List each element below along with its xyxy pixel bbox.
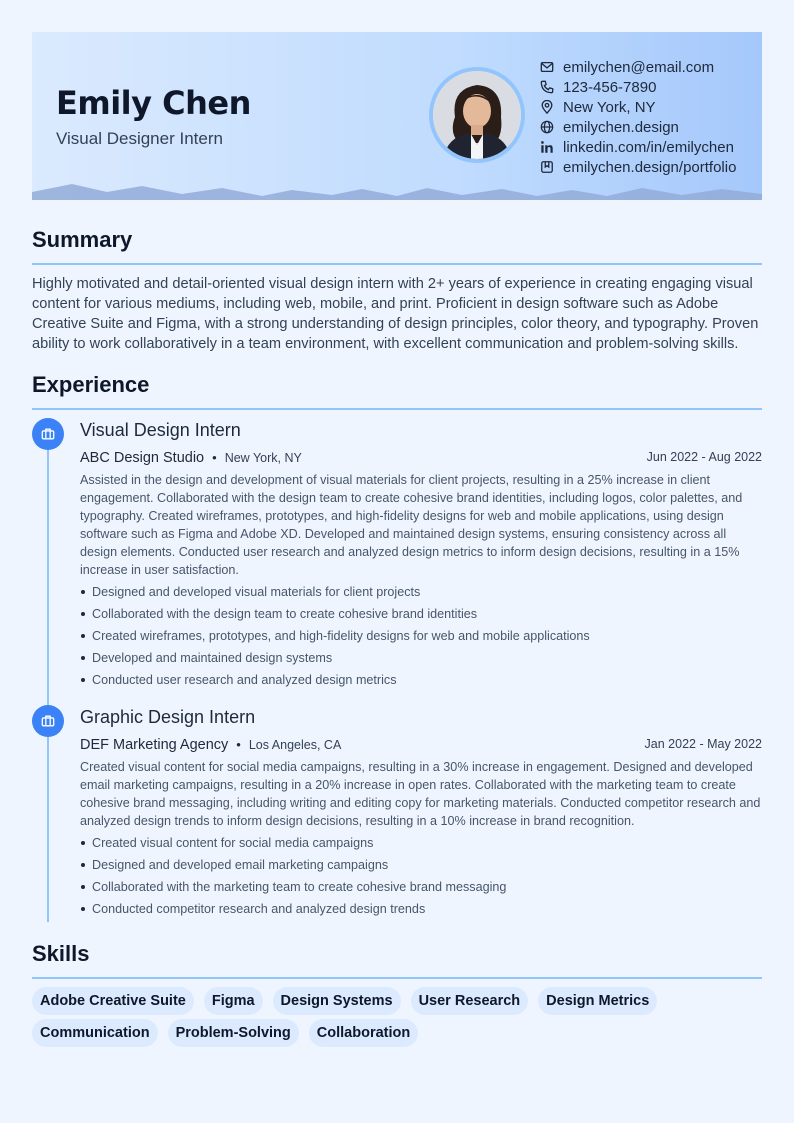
job-dates: Jan 2022 - May 2022 xyxy=(644,737,762,751)
profile-portrait-image xyxy=(433,71,521,159)
job-location: New York, NY xyxy=(224,451,302,465)
job-title: Visual Design Intern xyxy=(80,420,241,440)
skill-chip: Communication xyxy=(32,1019,158,1047)
contact-phone-text: 123-456-7890 xyxy=(563,78,657,96)
skill-chip: Figma xyxy=(204,987,263,1015)
job-marker xyxy=(32,418,64,450)
job-bullet: Developed and maintained design systems xyxy=(80,649,762,671)
mail-icon xyxy=(540,60,554,74)
job-company: ABC Design Studio xyxy=(80,450,205,466)
separator-dot: • xyxy=(212,450,217,465)
mountain-decoration xyxy=(32,180,762,200)
skill-chip: User Research xyxy=(411,987,529,1015)
job-bullet: Collaborated with the marketing team to create cohesive brand messaging xyxy=(80,878,762,900)
skill-chip: Design Systems xyxy=(273,987,401,1015)
profile-photo xyxy=(429,67,525,163)
job-bullet-list xyxy=(80,583,762,693)
candidate-name: Emily Chen xyxy=(56,84,251,122)
contact-website[interactable] xyxy=(540,117,736,137)
linkedin-icon xyxy=(540,140,554,154)
candidate-role: Visual Designer Intern xyxy=(56,129,223,148)
summary-text: Highly motivated and detail-oriented visual design intern with 2+ years of experience in creating engaging visual content for various mediums, including web, mobile, and print. Proficient in design software such as Adobe Creative Suite and Figma, with a strong understanding of design principles, color theory, and typography. Proven ability to work collaboratively in a team environment, with excellent communication and problem-solving skills. xyxy=(32,276,759,352)
job-meta xyxy=(80,449,762,467)
job-location: Los Angeles, CA xyxy=(248,738,342,752)
skill-chip: Collaboration xyxy=(309,1019,418,1047)
job-meta xyxy=(80,736,762,754)
contact-portfolio-text: emilychen.design/portfolio xyxy=(563,158,737,176)
contact-location xyxy=(540,97,736,117)
location-pin-icon xyxy=(540,100,554,114)
job-bullet: Collaborated with the design team to create cohesive brand identities xyxy=(80,605,762,627)
summary-heading: Summary xyxy=(32,227,133,252)
contact-website-text: emilychen.design xyxy=(563,118,679,136)
resume-header xyxy=(32,32,762,200)
contact-linkedin-text: linkedin.com/in/emilychen xyxy=(563,138,734,156)
job-title: Graphic Design Intern xyxy=(80,707,256,727)
skill-chip: Adobe Creative Suite xyxy=(32,987,194,1015)
contact-location-text: New York, NY xyxy=(563,98,656,116)
job-bullet: Conducted user research and analyzed design metrics xyxy=(80,671,762,693)
skills-list xyxy=(32,987,762,1047)
job-marker xyxy=(32,705,64,737)
job-description: Assisted in the design and development of visual materials for client projects, resulting in a 25% increase in client engagement. Collaborated with the design team to create cohesive brand identities, including logos, color palettes, and typography. Created wireframes, prototypes, and high-fidelity designs for web and mobile applications, using design software such as Figma and Adobe XD. Developed and maintained design systems, ensuring consistency across all design elements. Conducted user research and analyzed design metrics to inform design decisions, resulting in a 15% increase in user satisfaction. xyxy=(80,473,743,577)
skills-heading: Skills xyxy=(32,941,90,966)
job-bullet: Created visual content for social media campaigns xyxy=(80,834,762,856)
contact-email-text: emilychen@email.com xyxy=(563,58,715,76)
portfolio-icon xyxy=(540,160,554,174)
job-dates: Jun 2022 - Aug 2022 xyxy=(646,450,762,464)
job-description: Created visual content for social media campaigns, resulting in a 30% increase in engagement. Designed and developed email marketing campaigns, resulting in a 20% increase in open rates. Collaborated with the marketing team to create cohesive brand messaging, including writing and editing copy for marketing materials. Conducted competitor research and analyzed design trends to inform design decisions, resulting in a 10% increase in brand recognition. xyxy=(80,760,761,828)
briefcase-icon xyxy=(41,714,55,728)
job-bullet: Designed and developed email marketing campaigns xyxy=(80,856,762,878)
job-bullet-list xyxy=(80,834,762,922)
job-bullet: Designed and developed visual materials for client projects xyxy=(80,583,762,605)
skills-divider xyxy=(32,977,762,979)
experience-divider xyxy=(32,408,762,410)
summary-divider xyxy=(32,263,762,265)
contact-email[interactable] xyxy=(540,57,736,77)
briefcase-icon xyxy=(41,427,55,441)
contact-phone[interactable] xyxy=(540,77,736,97)
job-bullet: Conducted competitor research and analyzed design trends xyxy=(80,900,762,922)
contact-portfolio[interactable] xyxy=(540,157,736,177)
experience-heading: Experience xyxy=(32,372,150,397)
contact-linkedin[interactable] xyxy=(540,137,736,157)
phone-icon xyxy=(540,80,554,94)
separator-dot: • xyxy=(236,737,241,752)
job-bullet: Created wireframes, prototypes, and high-fidelity designs for web and mobile applications xyxy=(80,627,762,649)
globe-icon xyxy=(540,120,554,134)
job-company: DEF Marketing Agency xyxy=(80,737,229,753)
contact-list xyxy=(540,57,736,177)
skill-chip: Problem-Solving xyxy=(168,1019,299,1047)
skill-chip: Design Metrics xyxy=(538,987,657,1015)
experience-timeline xyxy=(47,434,49,922)
